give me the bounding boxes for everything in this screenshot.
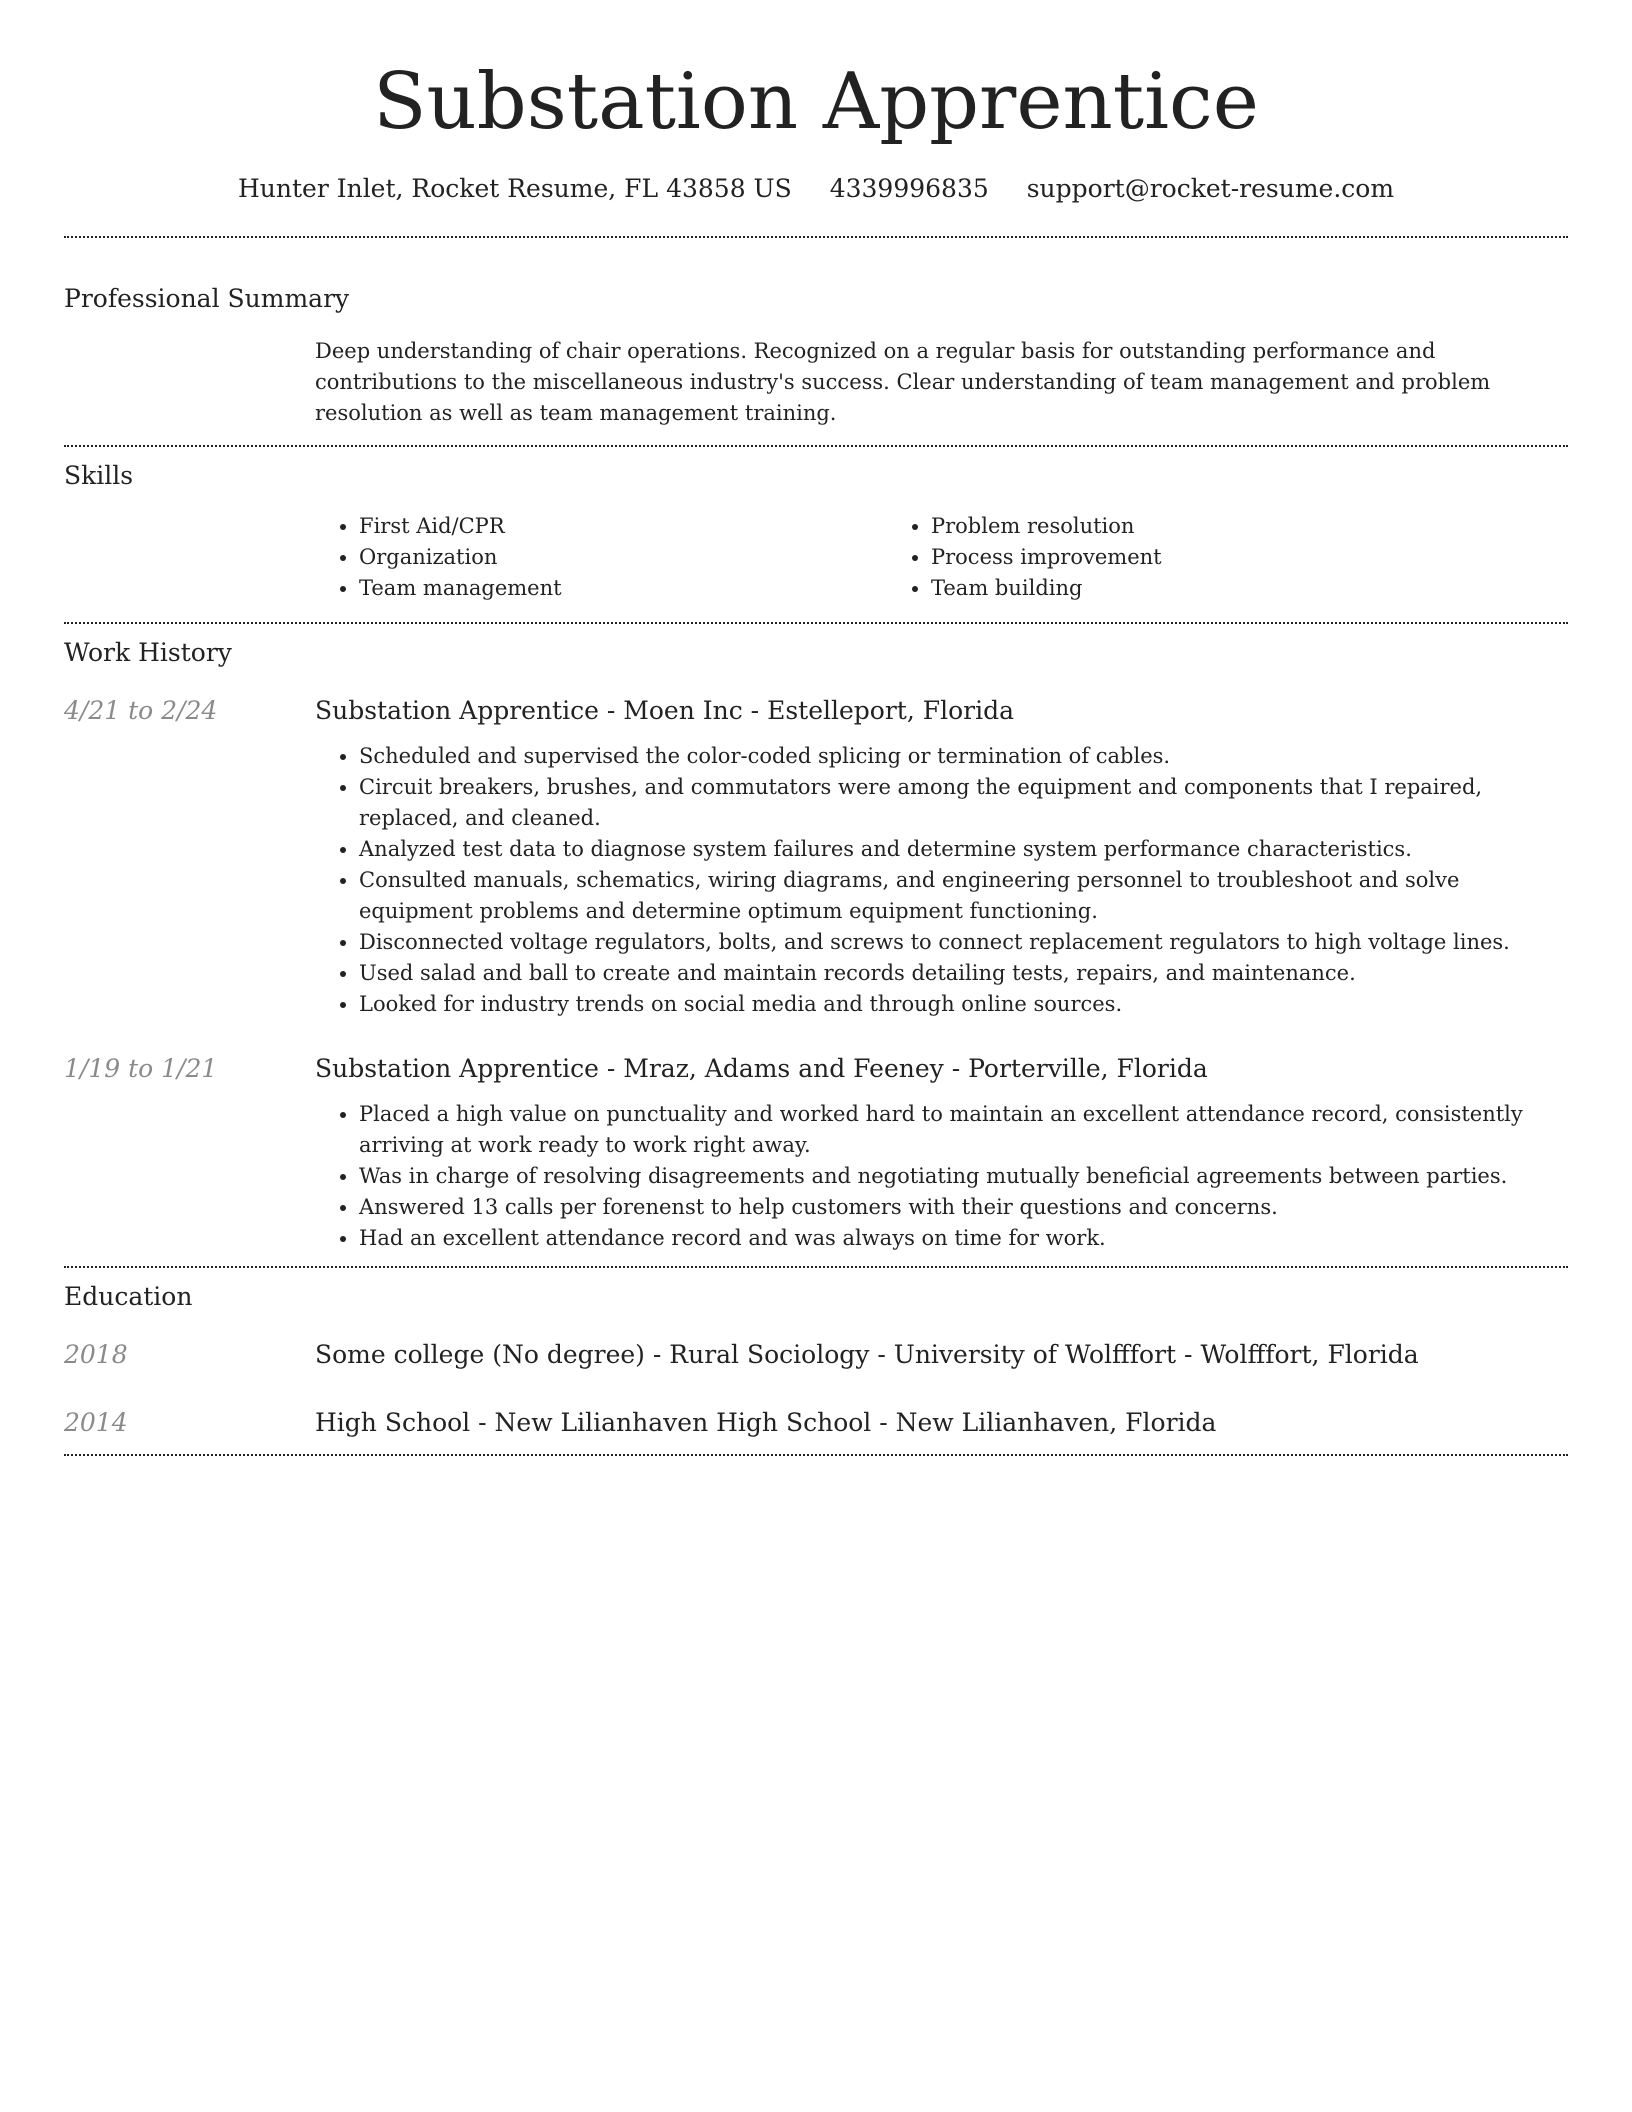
section-title-skills: Skills (64, 461, 134, 490)
job-bullet: • Scheduled and supervised the color-coded splicing or termination of cables. (359, 741, 1568, 772)
separator: - (742, 696, 768, 725)
education-section (64, 1280, 1568, 1440)
skills-section (64, 459, 1568, 604)
separator: - (943, 1054, 969, 1083)
job-title: Substation Apprentice (315, 696, 599, 725)
job-heading (315, 694, 1568, 728)
job-bullet: • Placed a high value on punctuality and worked hard to maintain an excellent attendance record, consistently arriving at work ready to work right away. (359, 1099, 1568, 1161)
job-bullets (315, 741, 1568, 1020)
job-bullet: • Disconnected voltage regulators, bolts, and screws to connect replacement regulators to high voltage lines. (359, 927, 1568, 958)
separator: - (1176, 1340, 1201, 1369)
separator: - (598, 696, 624, 725)
section-title-work: Work History (64, 638, 232, 667)
education-school: New Lilianhaven High School (494, 1408, 872, 1437)
divider (64, 1454, 1568, 1456)
skills-list-left (315, 511, 887, 604)
contact-email: support@rocket-resume.com (1026, 174, 1395, 203)
education-heading (315, 1406, 1568, 1440)
separator: - (869, 1340, 894, 1369)
job-location: Estelleport, Florida (767, 696, 1014, 725)
skills-list-right (887, 511, 1459, 604)
contact-address: Hunter Inlet, Rocket Resume, FL 43858 US (237, 174, 792, 203)
job-location: Porterville, Florida (968, 1054, 1208, 1083)
separator: - (470, 1408, 495, 1437)
education-location: New Lilianhaven, Florida (895, 1408, 1217, 1437)
education-entry (64, 1406, 1568, 1440)
separator: - (871, 1408, 896, 1437)
education-year: 2018 (64, 1340, 128, 1369)
education-field: Rural Sociology (669, 1340, 870, 1369)
job-entry (64, 694, 1568, 1020)
job-bullet: • Answered 13 calls per forenenst to help customers with their questions and concerns. (359, 1192, 1568, 1223)
education-location: Wolfffort, Florida (1200, 1340, 1419, 1369)
candidate-name: Substation Apprentice (373, 57, 1259, 147)
job-dates: 1/19 to 1/21 (64, 1054, 218, 1083)
skills-grid (315, 511, 1568, 604)
job-bullet: • Consulted manuals, schematics, wiring diagrams, and engineering personnel to troubleshoot and solve equipment problems and determine optimum equipment functioning. (359, 865, 1568, 927)
education-entry (64, 1338, 1568, 1372)
section-title-summary: Professional Summary (64, 284, 350, 313)
skill-item: • Team management (359, 573, 887, 604)
job-bullet: • Had an excellent attendance record and was always on time for work. (359, 1223, 1568, 1254)
skill-item: • Organization (359, 542, 887, 573)
contact-phone: 4339996835 (829, 174, 989, 203)
skill-item: • Problem resolution (931, 511, 1459, 542)
skill-item: • First Aid/CPR (359, 511, 887, 542)
job-dates: 4/21 to 2/24 (64, 696, 218, 725)
divider (64, 1266, 1568, 1268)
job-bullets (315, 1099, 1568, 1254)
skill-item: • Process improvement (931, 542, 1459, 573)
job-entry (64, 1052, 1568, 1266)
education-school: University of Wolfffort (893, 1340, 1177, 1369)
summary-section (64, 282, 1568, 429)
job-bullet: • Looked for industry trends on social media and through online sources. (359, 989, 1568, 1020)
work-history-section (64, 636, 1568, 1266)
job-bullet: • Analyzed test data to diagnose system failures and determine system performance characteristics. (359, 834, 1568, 865)
education-year: 2014 (64, 1408, 128, 1437)
job-company: Mraz, Adams and Feeney (623, 1054, 944, 1083)
skill-item: • Team building (931, 573, 1459, 604)
contact-line (64, 172, 1568, 206)
job-title: Substation Apprentice (315, 1054, 599, 1083)
job-bullet: • Was in charge of resolving disagreements and negotiating mutually beneficial agreements between parties. (359, 1161, 1568, 1192)
section-title-education: Education (64, 1282, 193, 1311)
divider (64, 622, 1568, 624)
job-company: Moen Inc (623, 696, 743, 725)
separator: - (598, 1054, 624, 1083)
education-degree: High School (315, 1408, 471, 1437)
separator: - (644, 1340, 670, 1369)
job-bullet: • Used salad and ball to create and maintain records detailing tests, repairs, and maintenance. (359, 958, 1568, 989)
summary-text: Deep understanding of chair operations. Recognized on a regular basis for outstanding performance and contributions to the miscellaneous industry's success. Clear understanding of team management and problem resolution as well as team management training. (315, 339, 1491, 425)
divider (64, 445, 1568, 447)
job-heading (315, 1052, 1568, 1086)
education-heading (315, 1338, 1568, 1372)
education-degree: Some college (No degree) (315, 1340, 645, 1369)
resume-header (64, 0, 1568, 206)
divider (64, 236, 1568, 238)
job-bullet: • Circuit breakers, brushes, and commutators were among the equipment and components that I repaired, replaced, and cleaned. (359, 772, 1568, 834)
